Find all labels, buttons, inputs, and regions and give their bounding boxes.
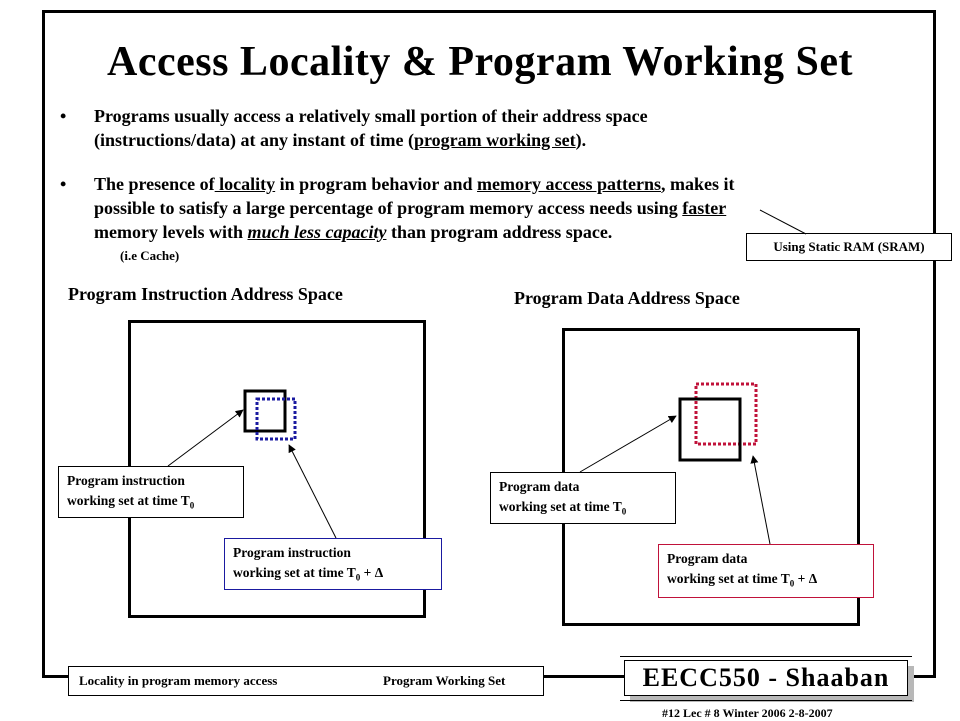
working-set-term: program working set xyxy=(414,130,576,150)
bullet-1-line-1: Programs usually access a relatively small portion of their address space xyxy=(94,106,648,126)
bullet-1-line-2: (instructions/data) at any instant of time (program working set). xyxy=(94,130,587,150)
bullet-marker-1: • xyxy=(60,106,67,126)
footer-right-text: Program Working Set xyxy=(383,673,506,688)
data-t0-label: Program data working set at time $T_0$ xyxy=(490,472,676,524)
data-t-delta-arrow xyxy=(753,456,770,544)
footer-locality-box xyxy=(68,666,544,696)
instruction-t-delta-arrow xyxy=(289,445,336,538)
locality-term: locality xyxy=(214,174,276,194)
instruction-working-set-t0 xyxy=(245,391,285,431)
data-working-set-t-delta xyxy=(696,384,756,444)
faster-term: faster xyxy=(682,198,727,218)
data-t-delta-label: Program data working set at time $T_0 + \Delta$ xyxy=(658,544,874,598)
bullet-2-line-3: memory levels with much less capacity than program address space. xyxy=(94,222,613,242)
brand-rule-bottom xyxy=(620,700,912,701)
less-capacity-term: much less capacity xyxy=(247,222,387,242)
bullet-2-line-1: The presence of locality in program behavior and memory access patterns, makes it xyxy=(94,174,735,194)
slide-title: Access Locality & Program Working Set xyxy=(106,39,853,85)
lecture-info: #12 Lec # 8 Winter 2006 2-8-2007 xyxy=(662,706,833,720)
instruction-t-delta-label: Program instruction working set at time $T_0 + \Delta$ xyxy=(224,538,442,590)
instruction-t0-arrow xyxy=(168,410,243,466)
data-t0-arrow xyxy=(580,416,676,472)
instruction-working-set-t-delta xyxy=(257,399,295,439)
footer-left-text: Locality in program memory access xyxy=(79,673,278,688)
cache-note: (i.e Cache) xyxy=(120,248,180,263)
sram-pointer-line xyxy=(760,210,806,234)
brand-box: EECC550 - Shaaban xyxy=(624,660,908,696)
bullet-2-line-2: possible to satisfy a large percentage of program memory access needs using faster xyxy=(94,198,727,218)
data-space-title: Program Data Address Space xyxy=(514,288,740,308)
bullet-marker-2: • xyxy=(60,174,67,194)
sram-callout: Using Static RAM (SRAM) xyxy=(746,233,952,261)
brand-rule-top xyxy=(620,656,912,657)
instruction-space-title: Program Instruction Address Space xyxy=(68,284,343,304)
memory-access-patterns-term: memory access patterns xyxy=(477,174,661,194)
data-working-set-t0 xyxy=(680,399,740,460)
instruction-t0-label: Program instruction working set at time $T_0$ xyxy=(58,466,244,518)
